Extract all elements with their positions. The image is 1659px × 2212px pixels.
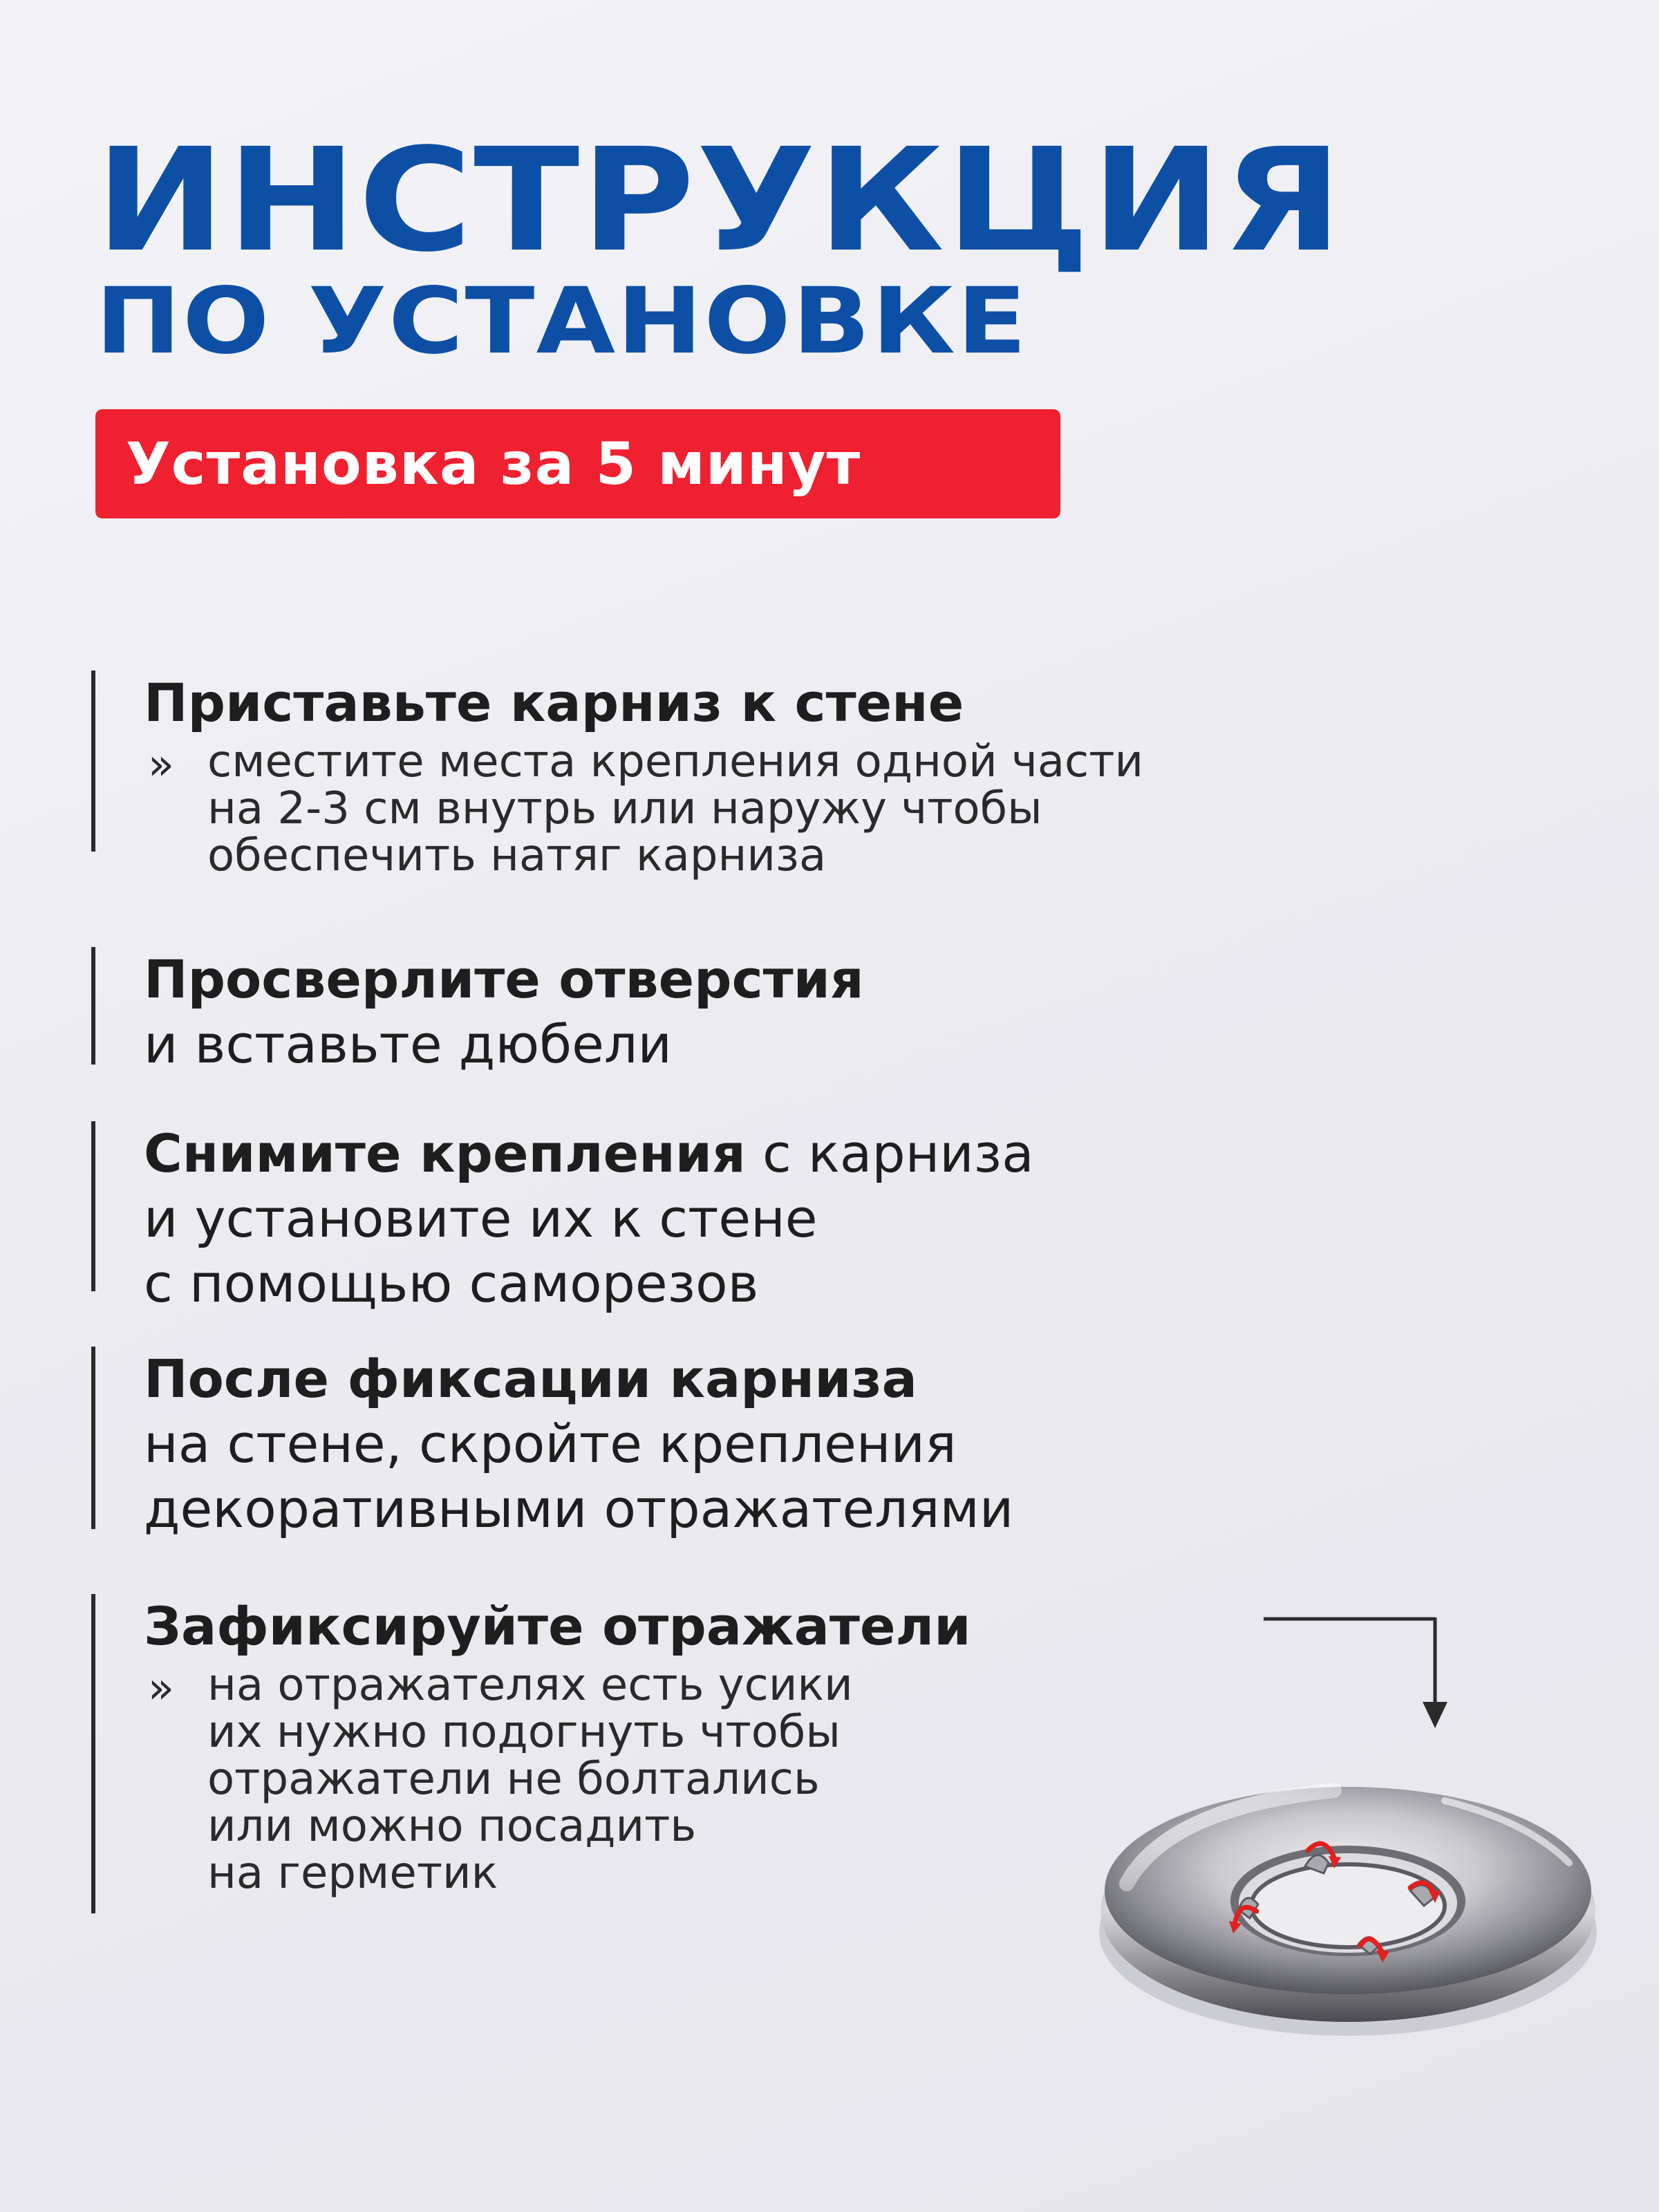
step-5-note-line: на отражателях есть усики [207,1660,853,1711]
step-3-title: Снимите крепления [144,1123,746,1184]
step-2-title: Просверлите отверстия [144,948,864,1010]
step-5-note-line: отражатели не болтались [207,1754,820,1805]
step-2-text: и вставьте дюбели [144,1013,672,1075]
step-5-note-line: их нужно подогнуть чтобы [207,1707,841,1758]
step-3 [91,1121,1034,1314]
reflector-ring-image [1085,1725,1611,2056]
step-4-text: декоративными отражателями [144,1478,1014,1539]
step-5 [91,1594,971,1913]
step-1-note [144,738,1143,879]
step-4-text: на стене, скройте крепления [144,1413,957,1474]
double-chevron-icon: » [148,1662,174,1713]
reflector-ring-photo [1085,1725,1611,2056]
step-3-line-1 [144,1121,1034,1186]
step-1-note-line: сместите места крепления одной части [207,736,1144,787]
page-title: ИНСТРУКЦИЯ [95,118,1344,283]
step-4 [91,1347,1014,1539]
step-1-note-line: обеспечить натяг карниза [207,830,827,881]
step-5-note [144,1662,971,1897]
install-time-badge-label: Установка за 5 минут [126,430,861,498]
step-5-title: Зафиксируйте отражатели [144,1595,971,1657]
step-3-title-rest: с карниза [745,1123,1034,1184]
step-4-title: После фиксации карниза [144,1348,917,1409]
step-1-note-line: на 2-3 см внутрь или наружу чтобы [207,783,1042,834]
step-1 [91,671,1144,881]
step-3-text: и установите их к стене [144,1188,818,1249]
double-chevron-icon: » [148,739,174,789]
step-2 [91,947,864,1075]
page-subtitle: ПО УСТАНОВКЕ [95,268,1029,375]
step-5-note-line: или можно посадить [207,1801,697,1852]
step-3-text: с помощью саморезов [144,1253,759,1314]
step-5-note-line: на герметик [207,1848,498,1899]
install-time-badge [95,409,1060,518]
step-1-title: Приставьте карниз к стене [144,672,964,733]
